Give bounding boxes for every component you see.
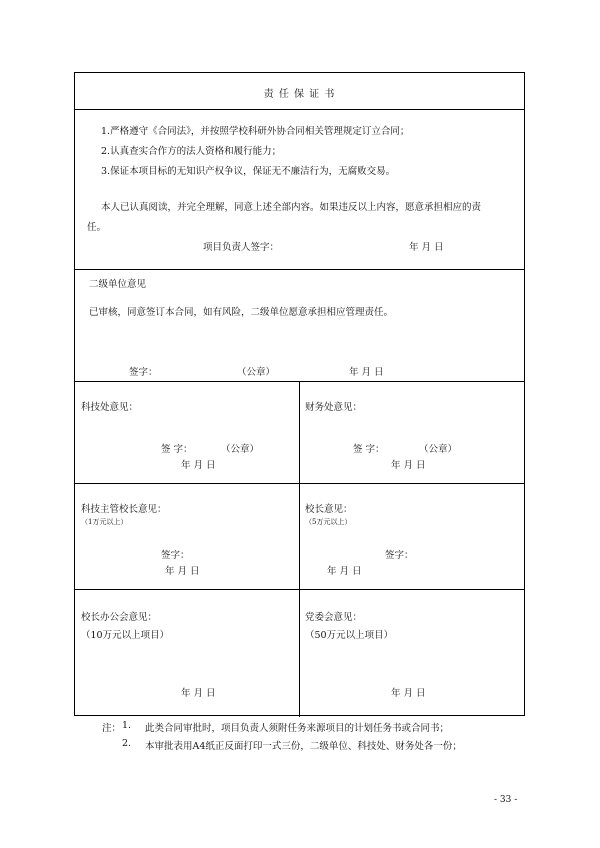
president-sign-label: 签字：: [385, 550, 414, 561]
president-date: 年 月 日: [327, 566, 362, 577]
pi-signature-label: 项目负责人签字：: [203, 242, 280, 253]
secondary-unit-sign-label: 签字：: [129, 367, 158, 378]
divider-pledge: [75, 269, 524, 270]
secondary-unit-date: 年 月 日: [349, 367, 384, 378]
secondary-unit-seal-label: （公章）: [237, 367, 276, 378]
party-committee-date: 年 月 日: [391, 688, 426, 699]
vp-threshold-note: （1万元以上）: [81, 518, 128, 526]
vp-sign-label: 签字：: [161, 550, 190, 561]
finance-office-sign-label: 签 字：: [353, 444, 385, 455]
note-2-number: 2.: [122, 738, 132, 749]
secondary-unit-opinion: 已审核，同意签订本合同，如有风险，二级单位愿意承担相应管理责任。: [89, 307, 394, 318]
column-divider: [299, 381, 300, 717]
sci-office-date: 年 月 日: [181, 460, 216, 471]
form-title: 责 任 保 证 书: [263, 89, 336, 100]
note-1-text: 此类合同审批时，项目负责人须附任务来源项目的计划任务书或合同书；: [145, 723, 450, 734]
president-threshold-note: （5万元以上）: [305, 518, 352, 526]
president-office-note: （10万元以上项目）: [81, 630, 170, 641]
finance-office-seal-label: （公章）: [419, 444, 458, 455]
pledge-item-2: 2.认真查实合作方的法人资格和履行能力；: [101, 146, 282, 157]
secondary-unit-heading: 二级单位意见: [89, 279, 147, 290]
notes-prefix: 注：: [102, 723, 122, 734]
sci-office-label: 科技处意见：: [81, 402, 139, 413]
note-2-text: 本审批表用A4纸正反面打印一式三份，二级单位、科技处、财务处各一份；: [145, 741, 462, 752]
president-opinion-label: 校长意见：: [305, 504, 353, 515]
pledge-item-1: 1.严格遵守《合同法》，并按照学校科研外协合同相关管理规定订立合同；: [101, 126, 410, 137]
vp-opinion-label: 科技主管校长意见：: [81, 504, 167, 515]
divider-title: [75, 109, 524, 110]
page-number: - 33 -: [494, 795, 518, 805]
president-office-date: 年 月 日: [181, 688, 216, 699]
approval-form-table: [74, 72, 525, 716]
declaration-line-1: 本人已认真阅读，并完全理解，同意上述全部内容。如果违反以上内容，愿意承担相应的责: [101, 202, 482, 213]
pledge-item-3: 3.保证本项目标的无知识产权争议，保证无不廉洁行为，无腐败交易。: [101, 166, 396, 177]
party-committee-note: （50万元以上项目）: [305, 630, 394, 641]
president-office-label: 校长办公会意见：: [81, 612, 158, 623]
party-committee-label: 党委会意见：: [305, 612, 363, 623]
sci-office-seal-label: （公章）: [221, 444, 260, 455]
finance-office-date: 年 月 日: [391, 460, 426, 471]
sci-office-sign-label: 签 字：: [161, 444, 193, 455]
vp-date: 年 月 日: [165, 566, 200, 577]
pi-signature-date: 年 月 日: [409, 242, 444, 253]
note-1-number: 1.: [122, 720, 132, 731]
declaration-line-2: 任。: [87, 222, 107, 233]
finance-office-label: 财务处意见：: [305, 402, 363, 413]
